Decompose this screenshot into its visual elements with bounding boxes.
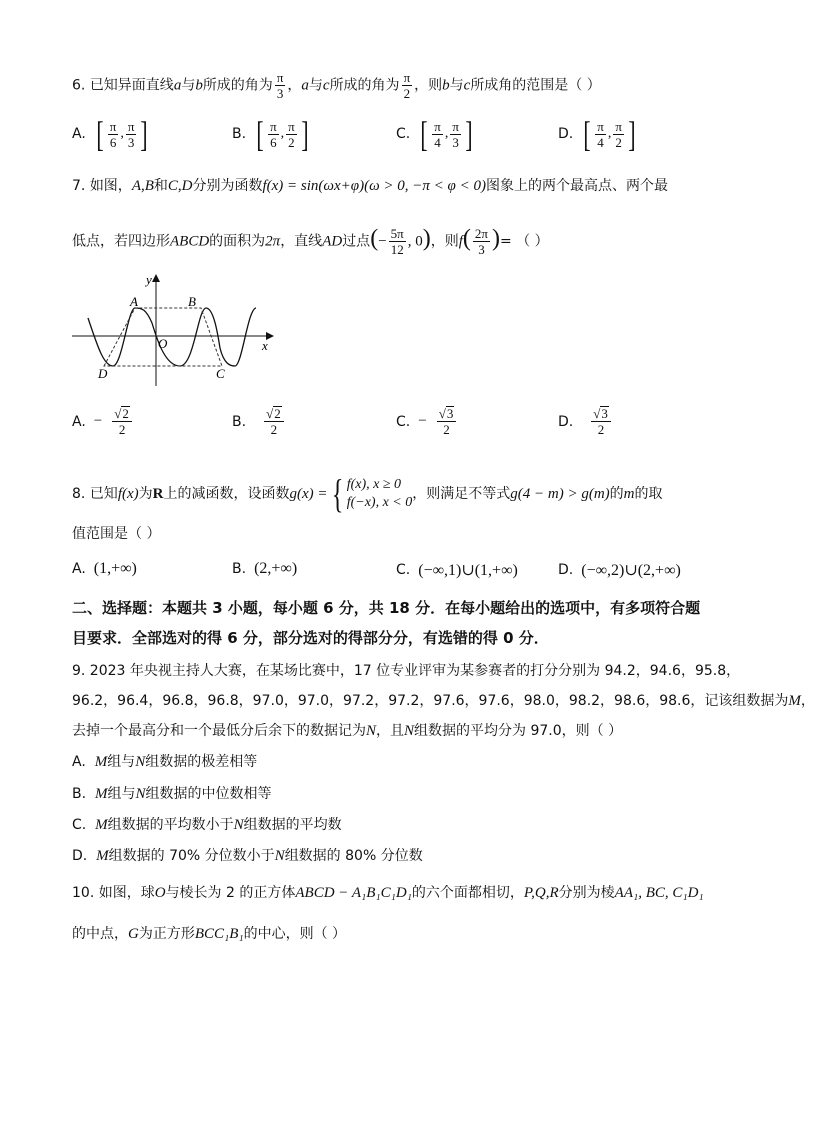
q6-frac-2: $\frac{\pi}{2}$ bbox=[403, 70, 411, 101]
q6-var-c: c bbox=[322, 77, 330, 94]
q10-text: 的中点， bbox=[72, 926, 128, 942]
q8-option-d[interactable] bbox=[558, 560, 681, 580]
q8-option-b[interactable] bbox=[232, 560, 297, 578]
q8-option-a[interactable] bbox=[72, 560, 137, 578]
q8-inequality: g(4 − m) > g(m) bbox=[510, 486, 610, 502]
q6-var-a: a bbox=[173, 77, 182, 94]
q8-piecewise: { f(x), x ≥ 0 f(−x), x < 0 bbox=[331, 471, 413, 516]
option-label: D. bbox=[558, 126, 574, 142]
question-10-line-1 bbox=[72, 883, 732, 903]
q7-line-ad: AD bbox=[322, 233, 343, 250]
option-label: D. bbox=[558, 413, 574, 430]
option-var: N bbox=[233, 817, 244, 833]
q9-text: 去掉一个最高分和一个最低分后余下的数据记为 bbox=[72, 723, 366, 739]
q7-point-tail: , 0 bbox=[407, 233, 423, 250]
option-label: C. bbox=[396, 126, 411, 142]
option-value: √ 2 2 bbox=[112, 406, 132, 437]
option-value: √ 3 2 bbox=[437, 406, 457, 437]
q7-text: 的面积为 bbox=[209, 233, 266, 250]
q9-option-b[interactable] bbox=[72, 784, 732, 804]
q7-option-b[interactable] bbox=[232, 406, 286, 437]
q8-text: 已知 bbox=[89, 486, 118, 502]
q6-text-8: 所成角的范围是（ ） bbox=[470, 77, 601, 94]
q8-text: 为 bbox=[138, 486, 153, 502]
q10-text: 为正方形 bbox=[138, 926, 195, 942]
q6-option-a[interactable] bbox=[72, 116, 150, 152]
option-label: D. bbox=[72, 848, 88, 864]
q7-text: 图象上的两个最高点、两个最 bbox=[485, 178, 668, 194]
option-text: 组数据的 80% 分位数 bbox=[284, 848, 423, 864]
q10-text: 如图，球 bbox=[98, 885, 155, 901]
q6-option-b[interactable] bbox=[232, 116, 311, 152]
q7-math-cd: C,D bbox=[167, 178, 193, 194]
q7-text: 低点，若四边形 bbox=[72, 233, 170, 250]
option-var: M bbox=[95, 817, 108, 833]
q9-var-n: N bbox=[366, 723, 377, 739]
q10-var-g: G bbox=[128, 926, 139, 942]
q7-text: 和 bbox=[153, 178, 168, 194]
q10-edges: AA₁, BC, C₁D₁ bbox=[614, 885, 704, 901]
interval: [ $\frac{\pi}{6}$ , $\frac{\pi}{2}$ ] bbox=[256, 114, 309, 154]
point-d-label: D bbox=[98, 366, 108, 381]
q7-option-a[interactable] bbox=[72, 406, 134, 437]
q7-quad: ABCD bbox=[170, 233, 210, 250]
q10-cube: ABCD − A₁B₁C₁D₁ bbox=[295, 885, 412, 901]
y-label: y bbox=[146, 272, 152, 287]
q6-option-d[interactable] bbox=[558, 116, 638, 152]
point-c-label: C bbox=[216, 366, 225, 381]
option-value: √ 3 2 bbox=[591, 406, 611, 437]
q7-text: ，则 bbox=[430, 233, 459, 250]
question-8-line-2 bbox=[72, 524, 732, 544]
q6-frac-1: $\frac{\pi}{3}$ bbox=[276, 70, 284, 101]
x-label: x bbox=[262, 338, 268, 353]
option-value: √ 2 2 bbox=[264, 406, 284, 437]
q6-text-5: 与 bbox=[308, 77, 323, 94]
q10-var-o: O bbox=[154, 885, 166, 901]
q8-option-c[interactable] bbox=[396, 560, 518, 580]
q9-option-a[interactable] bbox=[72, 752, 732, 772]
question-9-line-2 bbox=[72, 691, 815, 711]
option-var: N bbox=[135, 786, 146, 802]
section-2-heading-line-2: 目要求．全部选对的得 6 分，部分选对的得部分分，有选错的得 0 分． bbox=[72, 629, 549, 647]
q8-reals: R bbox=[152, 486, 164, 502]
q7-sine-graph bbox=[70, 268, 280, 390]
option-label: A. bbox=[72, 561, 86, 577]
q7-text: ，直线 bbox=[280, 233, 323, 250]
q6-text-5b: 与 bbox=[449, 77, 464, 94]
option-label: B. bbox=[232, 126, 247, 142]
q8-text: 的取 bbox=[634, 486, 663, 502]
q6-text-4: ， bbox=[287, 77, 302, 94]
q10-square: BCC₁B₁ bbox=[194, 926, 244, 942]
q6-option-c[interactable] bbox=[396, 116, 475, 152]
q9-text: 96.2，96.4，96.8，96.8，97.0，97.0，97.2，97.2，97.6，97.6，98.0，98.2，98.6，98.6，记该组数据为 bbox=[72, 693, 789, 709]
question-7-line-2: 低点，若四边形ABCD的面积为2π，直线AD过点(− $\frac{5\pi}{12}$ , 0)，则f( $\frac{2\pi}{3}$ )= （ ） bbox=[72, 225, 549, 257]
question-10-line-2 bbox=[72, 924, 732, 944]
point-b-label: B bbox=[188, 294, 196, 309]
question-7-line-1 bbox=[72, 176, 732, 196]
q7-function: f(x) = sin(ωx+φ)(ω > 0, −π < φ < 0) bbox=[262, 178, 486, 194]
option-label: D. bbox=[558, 562, 574, 578]
q6-text-1: 已知异面直线 bbox=[89, 77, 174, 94]
q9-var-n: N bbox=[404, 723, 415, 739]
y-axis-arrow bbox=[152, 274, 160, 282]
option-label: A. bbox=[72, 754, 86, 770]
q7-text: 如图， bbox=[89, 178, 132, 194]
option-label: B. bbox=[72, 786, 87, 802]
q6-var-c2: c bbox=[463, 77, 471, 94]
option-label: A. bbox=[72, 126, 86, 142]
q9-option-c[interactable] bbox=[72, 815, 732, 835]
sine-curve bbox=[88, 308, 256, 366]
q7-number: 7. bbox=[72, 178, 86, 194]
interval: [ $\frac{\pi}{4}$ , $\frac{\pi}{3}$ ] bbox=[420, 114, 473, 154]
q6-number: 6. bbox=[72, 77, 86, 94]
q9-var-m: M bbox=[788, 693, 801, 709]
q8-text: 值范围是（ ） bbox=[72, 526, 161, 542]
q6-var-b: b bbox=[195, 77, 203, 94]
question-8-line-1 bbox=[72, 471, 732, 516]
q7-point-sign: − bbox=[378, 233, 387, 250]
point-a-label: A bbox=[130, 294, 138, 309]
q7-text: 分别为函数 bbox=[192, 178, 263, 194]
option-text: 组与 bbox=[107, 786, 136, 802]
option-sign: − bbox=[418, 413, 427, 429]
q10-text: 的中心，则（ ） bbox=[243, 926, 347, 942]
q6-text-6: 所成的角为 bbox=[329, 77, 400, 94]
q7-f: f bbox=[458, 233, 463, 250]
interval: [ $\frac{\pi}{6}$ , $\frac{\pi}{3}$ ] bbox=[96, 114, 149, 154]
option-var: N bbox=[135, 754, 146, 770]
q7-option-c[interactable] bbox=[396, 406, 458, 437]
q7-text: 过点 bbox=[342, 233, 371, 250]
question-9-line-3 bbox=[72, 721, 732, 741]
q7-eval-frac: $\frac{2\pi}{3}$ bbox=[474, 226, 488, 257]
option-label: B. bbox=[232, 561, 247, 577]
option-value: (−∞,1)∪(1,+∞) bbox=[418, 562, 518, 579]
q7-area: 2π bbox=[265, 233, 281, 250]
q7-point-frac: $\frac{5\pi}{12}$ bbox=[390, 226, 404, 257]
q10-text: 分别为棱 bbox=[558, 885, 615, 901]
q10-text: 的六个面都相切， bbox=[411, 885, 524, 901]
option-value: (1,+∞) bbox=[93, 560, 137, 577]
interval: [ $\frac{\pi}{4}$ , $\frac{\pi}{2}$ ] bbox=[583, 114, 636, 154]
q8-text: 的 bbox=[609, 486, 624, 502]
option-label: B. bbox=[232, 413, 247, 430]
option-var: M bbox=[94, 754, 108, 770]
option-text: 组与 bbox=[107, 754, 136, 770]
q8-case-2: f(−x), x < 0 bbox=[346, 495, 413, 510]
q9-text: ，且 bbox=[376, 723, 405, 739]
q10-text: 与棱长为 2 的正方体 bbox=[165, 885, 296, 901]
q8-text: ，则满足不等式 bbox=[412, 486, 511, 502]
option-value: (2,+∞) bbox=[254, 560, 298, 577]
q8-case-1: f(x), x ≥ 0 bbox=[346, 477, 402, 492]
q6-text-2: 与 bbox=[181, 77, 196, 94]
q8-gx: g(x) = bbox=[289, 486, 328, 502]
option-sign: − bbox=[93, 413, 103, 429]
option-text: 组数据的 70% 分位数小于 bbox=[108, 848, 275, 864]
option-text: 组数据的极差相等 bbox=[145, 754, 258, 770]
q8-number: 8. bbox=[72, 486, 86, 502]
q7-text: = （ ） bbox=[499, 233, 549, 250]
option-value: (−∞,2)∪(2,+∞) bbox=[581, 562, 681, 579]
question-6 bbox=[72, 70, 732, 101]
q9-text: ， bbox=[800, 693, 815, 709]
q8-var-m: m bbox=[623, 486, 635, 502]
question-9-line-1: 9. 2023 年央视主持人大赛，在某场比赛中，17 位专业评审为某参赛者的打分分别为 94.2，94.6，95.8， bbox=[72, 663, 741, 679]
origin-label: O bbox=[158, 336, 168, 351]
q6-text-7: ，则 bbox=[414, 77, 443, 94]
q7-option-d[interactable] bbox=[558, 406, 613, 437]
q9-text: 组数据的平均分为 97.0，则（ ） bbox=[414, 723, 623, 739]
q6-text-3: 所成的角为 bbox=[202, 77, 273, 94]
option-text: 组数据的中位数相等 bbox=[145, 786, 272, 802]
q6-var-b2: b bbox=[442, 77, 450, 94]
q6-var-a2: a bbox=[301, 77, 309, 94]
option-label: A. bbox=[72, 413, 86, 430]
option-var: N bbox=[274, 848, 285, 864]
q10-points: P,Q,R bbox=[523, 885, 559, 901]
option-label: C. bbox=[396, 413, 411, 430]
option-text: 组数据的平均数 bbox=[243, 817, 342, 833]
q7-math-ab: A,B bbox=[131, 178, 154, 194]
option-label: C. bbox=[72, 817, 87, 833]
option-var: M bbox=[96, 848, 109, 864]
q10-number: 10. bbox=[72, 885, 95, 901]
option-label: C. bbox=[396, 562, 411, 578]
section-2-heading-line-1: 二、选择题：本题共 3 小题，每小题 6 分，共 18 分．在每小题给出的选项中，有多项符合题 bbox=[72, 599, 701, 617]
q8-text: 上的减函数，设函数 bbox=[163, 486, 290, 502]
q9-option-d[interactable] bbox=[72, 846, 732, 866]
option-text: 组数据的平均数小于 bbox=[107, 817, 234, 833]
q8-fx: f(x) bbox=[117, 486, 139, 502]
option-var: M bbox=[94, 786, 108, 802]
